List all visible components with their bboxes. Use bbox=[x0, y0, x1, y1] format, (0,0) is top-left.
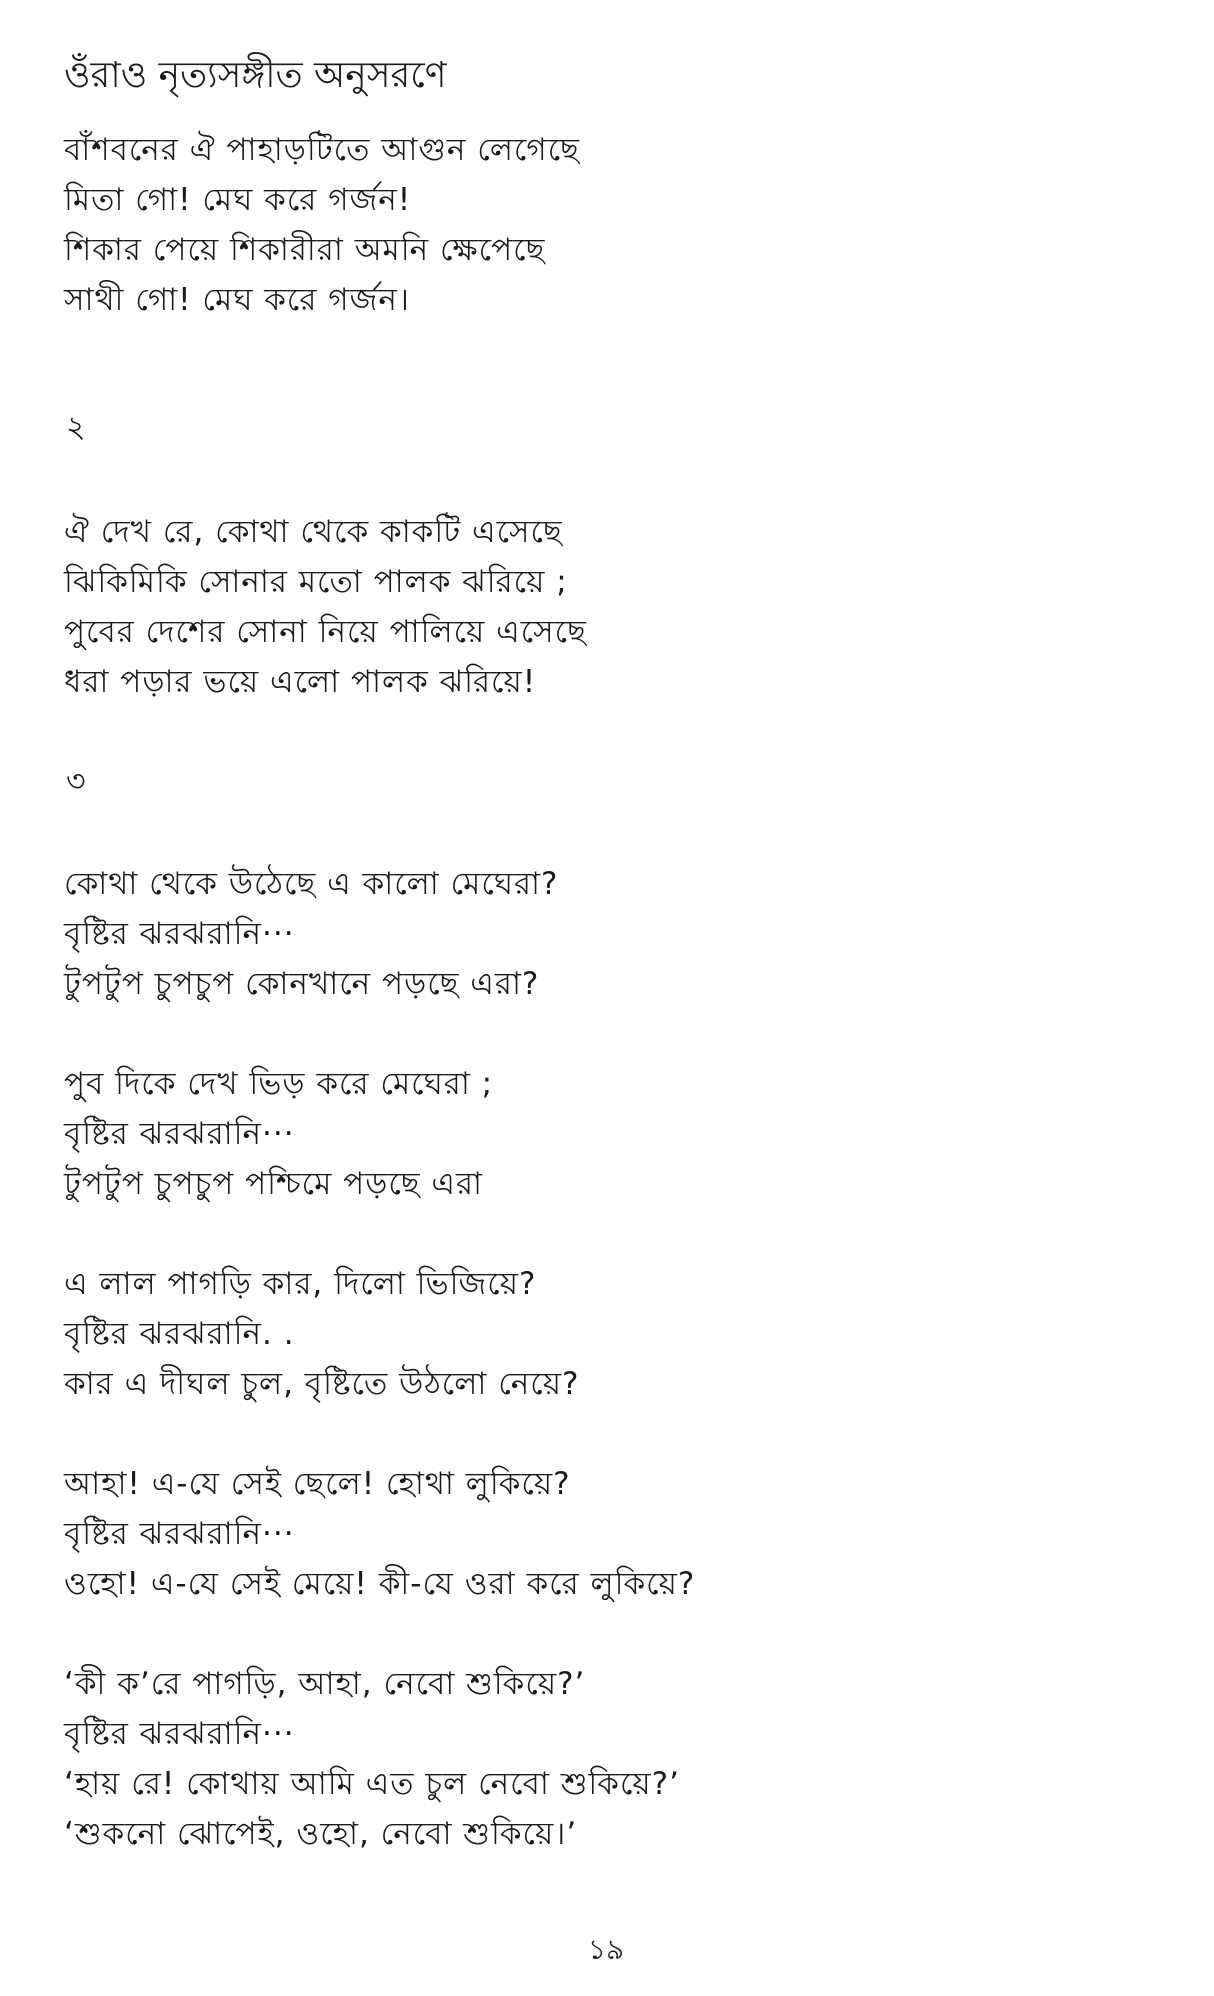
poem-line: সাথী গো! মেঘ করে গর্জন। bbox=[64, 282, 410, 318]
poem-line: বৃষ্টির ঝরঝরানি··· bbox=[64, 1116, 295, 1152]
poem-line: এ লাল পাগড়ি কার, দিলো ভিজিয়ে? bbox=[64, 1266, 537, 1302]
poem-line: মিতা গো! মেঘ করে গর্জন! bbox=[64, 182, 412, 218]
section-number: ২ bbox=[66, 410, 86, 445]
poem-line: বৃষ্টির ঝরঝরানি··· bbox=[64, 916, 295, 952]
poem-line: ‘কী ক’রে পাগড়ি, আহা, নেবো শুকিয়ে?’ bbox=[64, 1666, 586, 1702]
poem-line: ‘হায় রে! কোথায় আমি এত চুল নেবো শুকিয়ে?’ bbox=[64, 1766, 680, 1802]
poem-line: ‘শুকনো ঝোপেই, ওহো, নেবো শুকিয়ে।’ bbox=[64, 1816, 578, 1852]
poem-line: বৃষ্টির ঝরঝরানি··· bbox=[64, 1716, 295, 1752]
poem-line: টুপটুপ চুপচুপ কোনখানে পড়ছে এরা? bbox=[64, 966, 540, 1002]
poem-line: টুপটুপ চুপচুপ পশ্চিমে পড়ছে এরা bbox=[64, 1166, 484, 1202]
poem-line: কোথা থেকে উঠেছে এ কালো মেঘেরা? bbox=[64, 866, 559, 902]
page-number: ১৯ bbox=[587, 1933, 625, 1966]
section-number: ৩ bbox=[66, 764, 86, 799]
poem-line: ওহো! এ-যে সেই মেয়ে! কী-যে ওরা করে লুকিয়ে? bbox=[64, 1566, 696, 1602]
poem-line: বাঁশবনের ঐ পাহাড়টিতে আগুন লেগেছে bbox=[64, 132, 580, 168]
poem-line: আহা! এ-যে সেই ছেলে! হোথা লুকিয়ে? bbox=[64, 1466, 571, 1502]
poem-line: ঝিকিমিকি সোনার মতো পালক ঝরিয়ে ; bbox=[64, 564, 568, 600]
poem-line: শিকার পেয়ে শিকারীরা অমনি ক্ষেপেছে bbox=[64, 232, 546, 268]
poem-line: পুবের দেশের সোনা নিয়ে পালিয়ে এসেছে bbox=[64, 614, 587, 650]
poem-line: ধরা পড়ার ভয়ে এলো পালক ঝরিয়ে! bbox=[64, 664, 537, 700]
poem-line: ঐ দেখ রে, কোথা থেকে কাকটি এসেছে bbox=[64, 514, 563, 550]
poem-line: বৃষ্টির ঝরঝরানি··· bbox=[64, 1516, 295, 1552]
poem-line: পুব দিকে দেখ ভিড় করে মেঘেরা ; bbox=[64, 1066, 494, 1102]
poem-line: কার এ দীঘল চুল, বৃষ্টিতে উঠলো নেয়ে? bbox=[64, 1366, 580, 1402]
poem-title: ওঁরাও নৃত্যসঙ্গীত অনুসরণে bbox=[64, 55, 447, 96]
poem-line: বৃষ্টির ঝরঝরানি. . bbox=[64, 1316, 295, 1352]
